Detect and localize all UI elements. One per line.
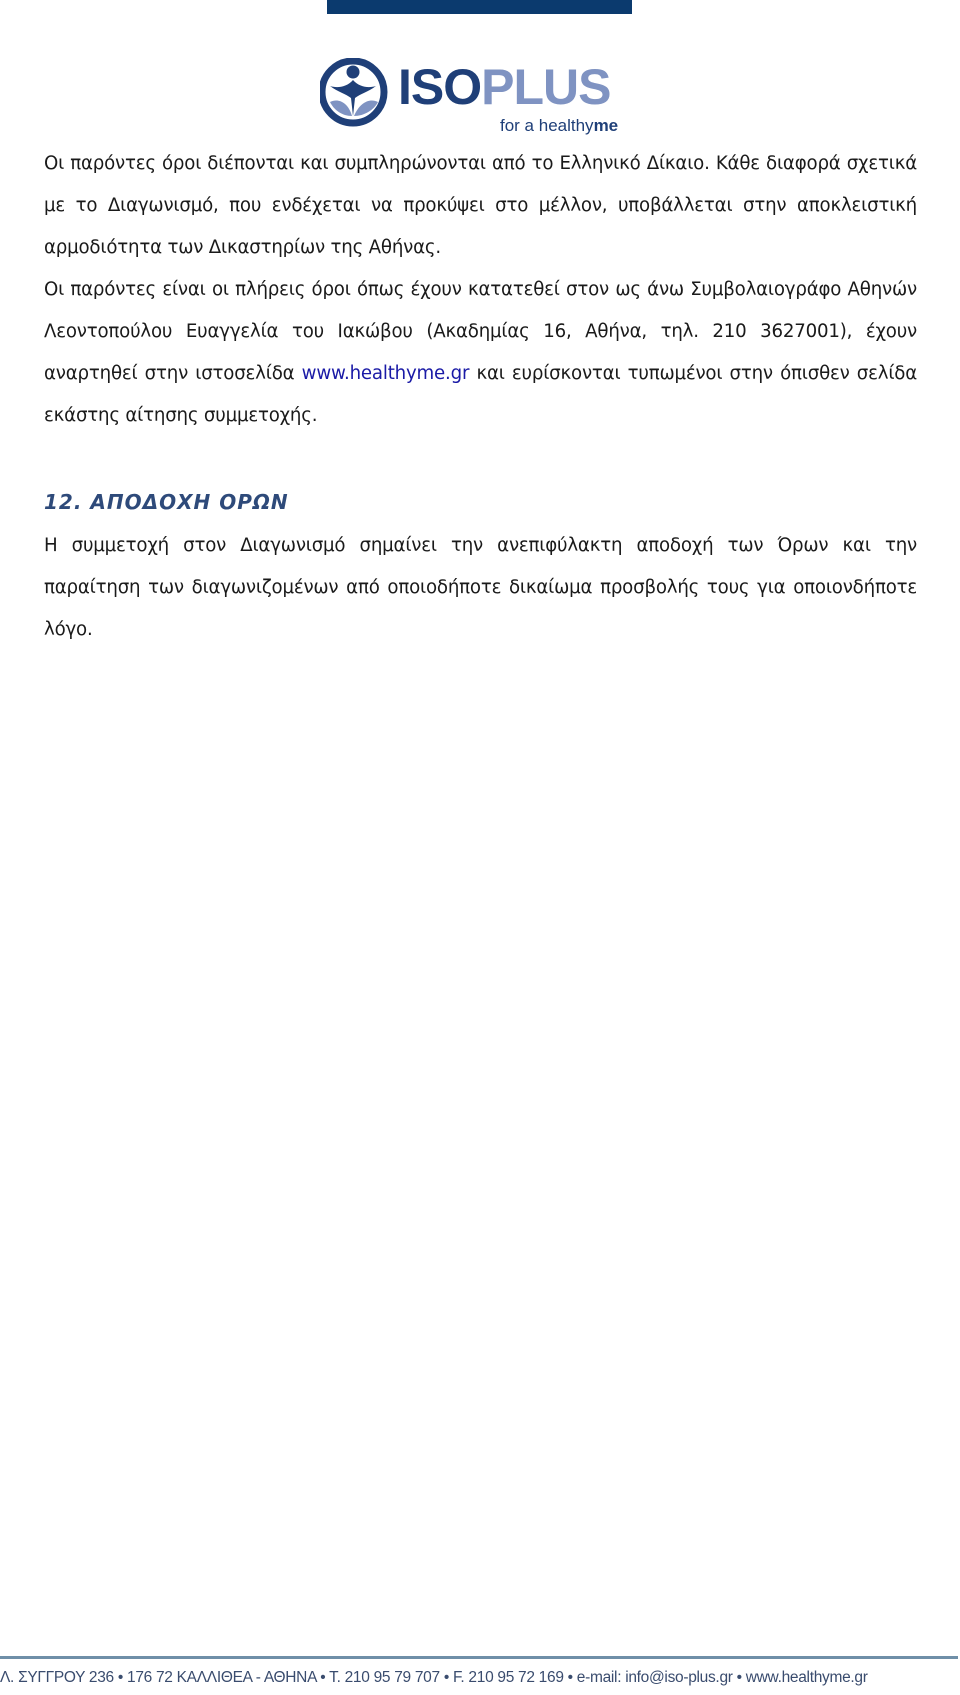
header-top-bar (327, 0, 632, 14)
logo-tagline-prefix: for a healthy (500, 116, 594, 135)
footer-divider (0, 1656, 958, 1659)
paragraph-jurisdiction: Οι παρόντες όροι διέπονται και συμπληρώνονται από το Ελληνικό Δίκαιο. Κάθε διαφορά σχετικά με το Διαγωνισμό, που ενδέχεται να προκύψει στο μέλλον, υποβάλλεται στην αποκλειστική αρμοδιότητα των Δικαστηρίων της Αθήνας. (44, 153, 917, 258)
paragraph-full-terms (44, 269, 917, 437)
logo-tagline (500, 116, 618, 136)
footer-contact-info: Λ. ΣΥΓΓΡΟΥ 236 • 176 72 ΚΑΛΛΙΘΕΑ - ΑΘΗΝΑ • Τ. 210 95 79 707 • F. 210 95 72 169 • e-mail: info@iso-plus.gr • www.healthyme.gr (0, 1669, 868, 1686)
logo-word-plus: PLUS (481, 59, 611, 115)
section-heading-acceptance: 12. ΑΠΟΔΟΧΗ ΟΡΩΝ (44, 490, 289, 514)
logo-wordmark (398, 59, 611, 115)
logo-word-iso: ISO (398, 59, 482, 115)
paragraph-full-terms-text-1: Οι παρόντες είναι οι πλήρεις όροι όπως έχουν κατατεθεί στον ως άνω Συμβολαιογράφο Αθηνών Λεοντοπούλου Ευαγγελία του Ιακώβου (Ακαδημίας 16, Αθήνα, τηλ. 210 3627001), έχουν αναρτηθεί στην ιστοσελίδα (44, 279, 917, 384)
paragraph-spacer (44, 437, 917, 479)
logo-tagline-bold: me (593, 116, 619, 135)
document-body (44, 143, 917, 651)
isoplus-logo (320, 58, 650, 140)
isoplus-emblem-icon (320, 58, 390, 128)
healthyme-website-link[interactable]: www.healthyme.gr (301, 363, 470, 384)
paragraph-acceptance: Η συμμετοχή στον Διαγωνισμό σημαίνει την ανεπιφύλακτη αποδοχή των Όρων και την παραίτηση των διαγωνιζομένων από οποιοδήποτε δικαίωμα προσβολής τους για οποιονδήποτε λόγο. (44, 535, 917, 640)
paragraph-full-terms-text-2: και ευρίσκονται τυπωμένοι στην όπισθεν σελίδα εκάστης αίτησης συμμετοχής. (44, 363, 917, 426)
